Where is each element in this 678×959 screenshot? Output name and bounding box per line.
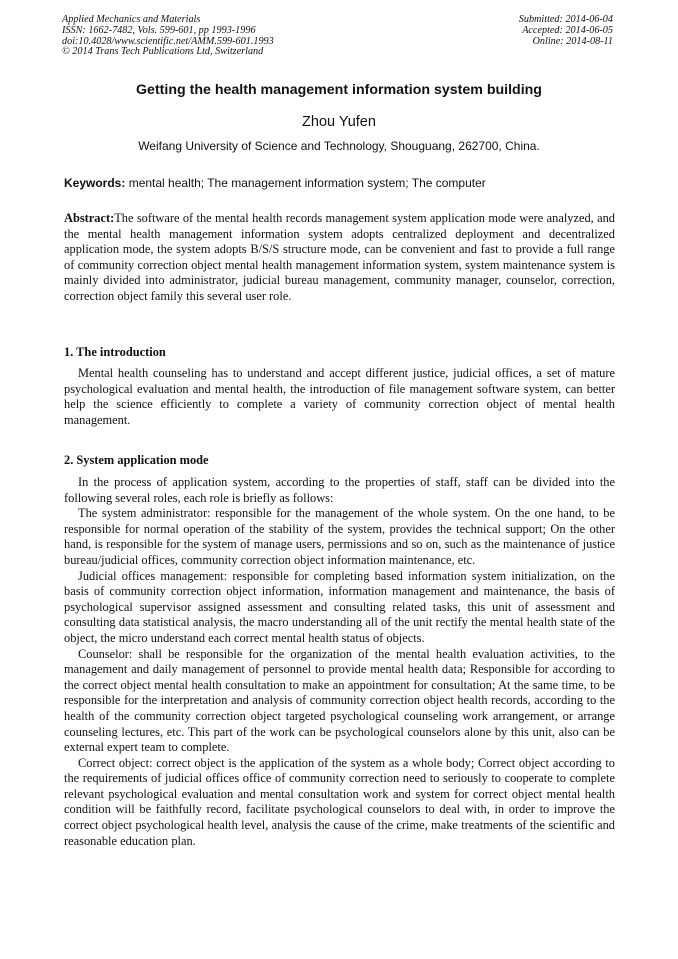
journal-name: Applied Mechanics and Materials (62, 14, 201, 25)
section-application-mode (64, 475, 615, 849)
section-introduction (64, 366, 615, 428)
abstract-text: The software of the mental health records management system application mode were analyzed, and the mental health management information system adopts centralized deployment and decentralized application mode, the system adopts B/S/S structure mode, can be convenient and fast to provide a full range of community correction object mental health management information system, system maintenance system is mainly divided into administrator, judicial bureau management, community manager, counselor, correction, correction object family this several user role. (64, 211, 615, 303)
paragraph: Mental health counseling has to understand and accept different justice, judicial offices, a set of mature psychological evaluation and mental health, the introduction of file management software system, can better help the science efficiently to complete a variety of community correction object of mental health management. (64, 366, 615, 427)
abstract-block (64, 211, 615, 305)
journal-header-right (519, 15, 613, 47)
paper-title: Getting the health management information system building (136, 82, 542, 98)
doi-line: doi:10.4028/www.scientific.net/AMM.599-601.1993 (62, 35, 274, 47)
submitted-date: Submitted: 2014-06-04 (518, 14, 613, 25)
copyright-line: © 2014 Trans Tech Publications Ltd, Switzerland (62, 46, 264, 58)
keywords-line (64, 176, 624, 190)
paragraph: In the process of application system, according to the properties of staff, staff can be divided into the following several roles, each role is briefly as follows: (64, 475, 615, 505)
paragraph: Counselor: shall be responsible for the organization of the mental health evaluation activities, to the management and daily management of personnel to provide mental health data; Responsible for according to the correct object mental health consultation to make an appointment for consultation; At the same time, to be responsible for the interpretation and analysis of community correction object health records, according to the health of the community correction object targeted psychological counseling work arrangement, or arrange counseling lectures, etc. This part of the work can be psychological counselors alone by this unit, also can be external expert team to complete. (64, 646, 615, 755)
journal-header-left (62, 15, 274, 58)
author-affiliation: Weifang University of Science and Technology, Shouguang, 262700, China. (138, 139, 540, 153)
section-heading-introduction: 1. The introduction (64, 345, 166, 359)
issn-line: ISSN: 1662-7482, Vols. 599-601, pp 1993-1996 (62, 24, 256, 36)
keywords-text: mental health; The management information system; The computer (128, 176, 486, 190)
online-date: Online: 2014-08-11 (532, 35, 613, 47)
keywords-label: Keywords: (64, 176, 126, 190)
paragraph: Correct object: correct object is the application of the system as a whole body; Correct object according to the requirements of judicial offices office of community correction need to seriously to cooperate to complete relevant psychological evaluation and mental consultation work and system for correct object mental health condition will be faithfully record, facilitate psychological counselors to deal with, in order to improve the correct object psychological health level, analysis the cause of the crime, make treatments of the scientific and reasonable education plan. (64, 755, 615, 848)
accepted-date: Accepted: 2014-06-05 (522, 24, 613, 36)
section-heading-application-mode: 2. System application mode (64, 453, 209, 467)
author-name: Zhou Yufen (302, 114, 376, 130)
abstract-label: Abstract: (64, 211, 115, 225)
paragraph: Judicial offices management: responsible for completing based information system initialization, on the basis of community correction object information, information management and maintenance, the basis of psychological supervisor assigned assessment and consulting related tasks, this unit of assessment and consulting data statistical analysis, the macro understanding all of the unit rectify the mental health state of the object, the micro understand each correct mental health status of objects. (64, 568, 615, 645)
paragraph: The system administrator: responsible for the management of the whole system. On the one hand, to be responsible for normal operation of the stability of the system, provides the technical support; On the other hand, is responsible for the system of manage users, permissions and so on, such as the maintenance of justice bureau/judicial offices, community correction object information maintenance, etc. (64, 506, 615, 567)
